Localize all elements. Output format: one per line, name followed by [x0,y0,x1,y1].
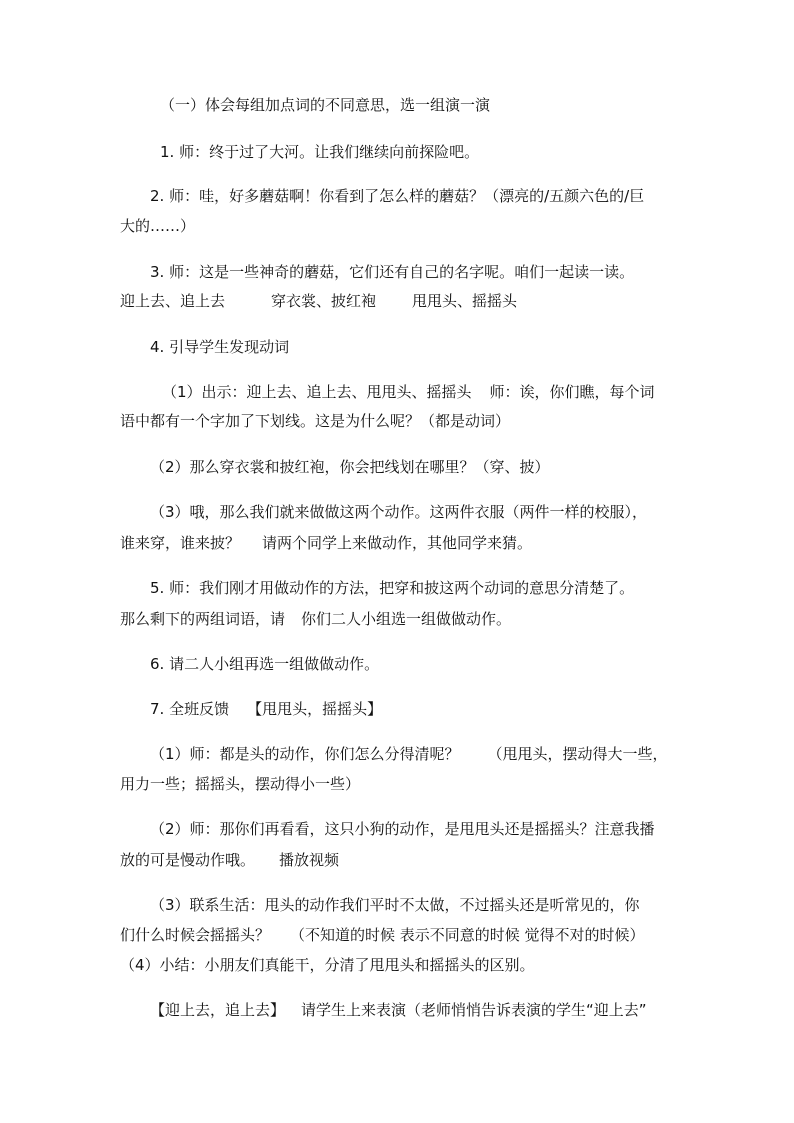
step-7-1-line-1 [150,744,668,764]
step-5-line-2 [120,609,511,629]
step-7-4: （4）小结：小朋友们真能干，分清了甩甩头和摇摇头的区别。 [120,956,535,974]
step-2-line-2: 大的……） [120,217,196,235]
step-7-2-text-a: 放的可是慢动作哦。 [120,851,256,869]
word-group-3: 甩甩头、摇摇头 [412,292,518,310]
step-7-3-text-b: （不知道的时候 表示不同意的时候 觉得不对的时候） [290,926,645,944]
step-4-1-line-1 [162,382,655,402]
step-7-tag: 【甩甩头，摇摇头】 [247,700,383,718]
step-7-label: 7. 全班反馈 [150,700,230,718]
step-7-2-text-b: 播放视频 [279,851,340,869]
step-4-3-text-a: 谁来穿，谁来披？ [120,534,241,552]
step-2-line-1: 2. 师：哇，好多蘑菇啊！你看到了怎么样的蘑菇？（漂亮的/五颜六色的/巨 [150,187,645,205]
step-6: 6. 请二人小组再选一组做做动作。 [150,655,380,673]
step-5-text-a: 那么剩下的两组词语，请 [120,610,286,628]
step-5-line-1: 5. 师：我们刚才用做动作的方法，把穿和披这两个动词的意思分清楚了。 [150,579,635,597]
step-4-1-line-2: 语中都有一个字加了下划线。这是为什么呢？（都是动词） [120,412,511,430]
step-7-1-text-b: （甩甩头，摆动得大一些， [487,745,668,763]
step-8-tag: 【迎上去，追上去】 [150,1001,286,1019]
step-7-3-line-1: （3）联系生活：甩头的动作我们平时不太做，不过摇头还是听常见的，你 [150,896,640,914]
step-4-1-text-b: 师：诶，你们瞧，每个词 [489,383,655,401]
step-4-3-text-b: 请两个同学上来做动作，其他同学来猜。 [262,534,533,552]
step-7 [150,699,382,719]
step-7-1-text-a: （1）师：都是头的动作，你们怎么分得清呢？ [150,745,460,763]
step-4-1-text-a: （1）出示：迎上去、追上去、甩甩头、摇摇头 [162,383,472,401]
step-5-text-b: 你们二人小组选一组做做动作。 [301,610,512,628]
step-1: 1. 师：终于过了大河。让我们继续向前探险吧。 [160,143,480,161]
word-group-2: 穿衣裳、披红袍 [271,292,377,310]
step-4-2: （2）那么穿衣裳和披红袍，你会把线划在哪里？（穿、披） [150,458,550,476]
word-group-1: 迎上去、追上去 [120,292,226,310]
step-4: 4. 引导学生发现动词 [150,338,290,356]
step-3-line-1: 3. 师：这是一些神奇的蘑菇，它们还有自己的名字呢。咱们一起读一读。 [150,263,635,281]
step-4-3-line-2 [120,533,532,553]
step-4-3-line-1: （3）哦，那么我们就来做做这两个动作。这两件衣服（两件一样的校服）， [150,503,648,521]
step-8-text: 请学生上来表演（老师悄悄告诉表演的学生“迎上去” [301,1001,647,1019]
step-7-2-line-2 [120,850,339,870]
step-8 [150,1000,647,1020]
step-7-2-line-1: （2）师：那你们再看看，这只小狗的动作，是甩甩头还是摇摇头？注意我播 [150,820,655,838]
step-3-word-groups [120,291,517,311]
section-heading: （一）体会每组加点词的不同意思，选一组演一演 [160,96,491,114]
step-7-1-line-2: 用力一些；摇摇头，摆动得小一些） [120,775,361,793]
step-7-3-line-2 [120,925,645,945]
step-7-3-text-a: 们什么时候会摇摇头？ [120,926,271,944]
